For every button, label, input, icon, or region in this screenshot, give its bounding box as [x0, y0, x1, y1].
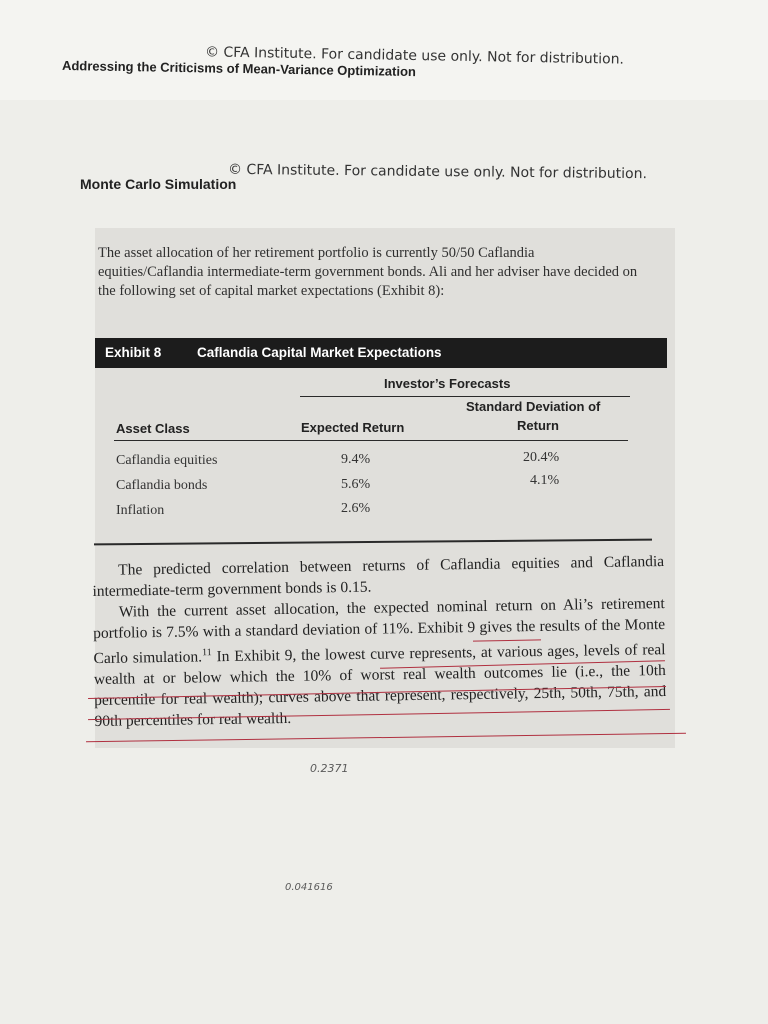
row-return: 2.6% — [341, 501, 371, 516]
row-asset: Caflandia bonds — [116, 478, 208, 493]
group-rule — [300, 396, 630, 397]
row-sd: 20.4% — [523, 450, 560, 465]
paragraph-simulation-text: With the current asset allocation, the expected nominal return on Ali’s retirement portfolio is 7.5% with a standard deviation of 11%. Exhibit 9 gives the results of the Monte Carlo simulation. — [93, 595, 666, 668]
col-expected-return: Expected Return — [301, 420, 405, 435]
section-title: Monte Carlo Simulation — [80, 176, 237, 192]
exhibit-title-bar — [95, 338, 667, 368]
row-asset: Caflandia equities — [116, 453, 218, 468]
handwritten-note: 0.2371 — [310, 762, 349, 775]
row-asset: Inflation — [116, 503, 165, 518]
col-std-dev-line2: Return — [517, 418, 559, 433]
running-header: Addressing the Criticisms of Mean-Variance Optimization — [61, 57, 417, 80]
row-return: 5.6% — [341, 477, 371, 492]
exhibit-title: Caflandia Capital Market Expectations — [197, 345, 442, 360]
handwritten-note: 0.041616 — [285, 882, 333, 893]
watermark-top: © CFA Institute. For candidate use only. Not for distribution. — [204, 44, 625, 68]
body-text — [92, 551, 667, 732]
watermark-mid: © CFA Institute. For candidate use only. Not for distribution. — [227, 161, 648, 183]
paragraph-simulation-cont: In Exhibit 9, the lowest curve represents, at various ages, levels of real wealth at or below which the 10% of worst real wealth outcomes lie (i.e., the 10th percentile for real wealth); curves above that represent, respectively, 25th, 50th, 75th, and 90th percentiles for real wealth. — [93, 641, 667, 731]
footnote-ref: 11 — [201, 647, 212, 659]
intro-paragraph: The asset allocation of her retirement portfolio is currently 50/50 Caflandia equities/Caflandia intermediate-term government bonds. Ali and her adviser have decided on the following set of capital market expectations (Exhibit 8): — [98, 245, 638, 299]
exhibit-label: Exhibit 8 — [105, 345, 162, 360]
header-rule — [114, 440, 628, 441]
col-std-dev-line1: Standard Deviation of — [466, 399, 601, 414]
col-asset-class: Asset Class — [116, 421, 190, 436]
row-return: 9.4% — [341, 452, 371, 467]
paragraph-correlation: The predicted correlation between returns of Caflandia equities and Caflandia intermediate-term government bonds is 0.15. — [92, 553, 665, 600]
group-header: Investor’s Forecasts — [384, 376, 511, 391]
row-sd: 4.1% — [530, 473, 560, 488]
